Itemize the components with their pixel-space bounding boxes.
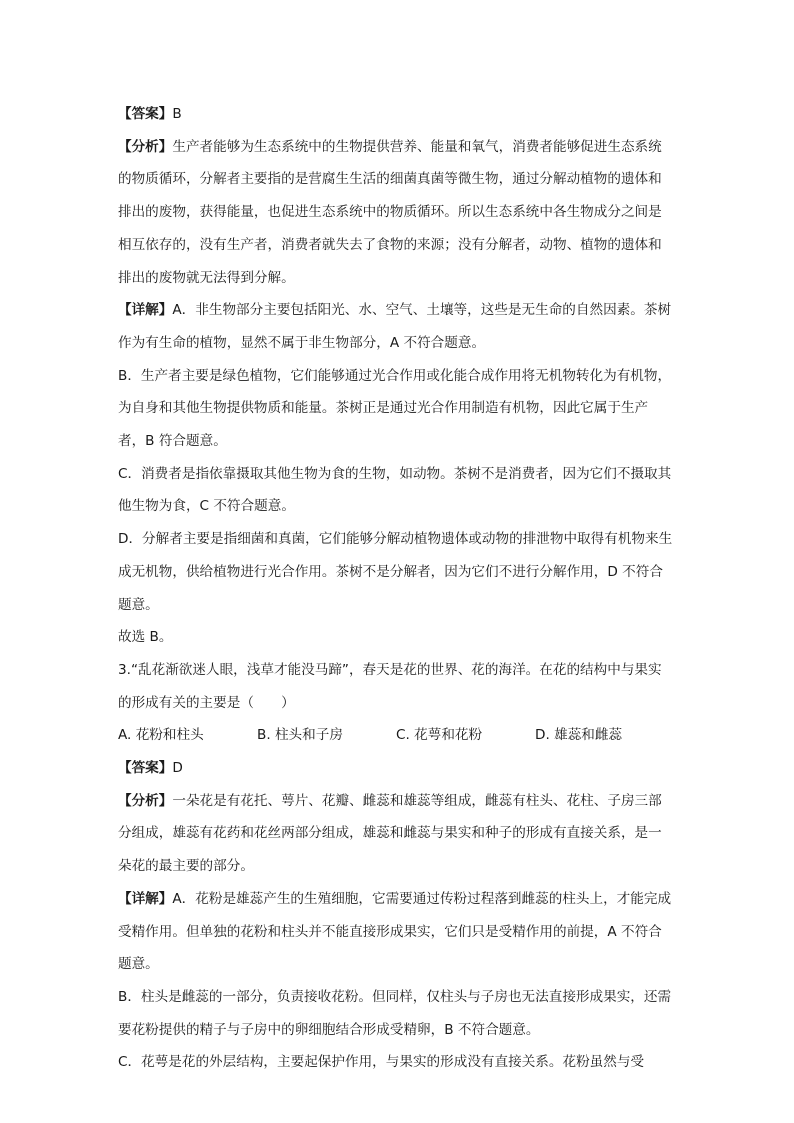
detail-label: 【详解】 — [118, 890, 173, 907]
option-d: D. 雄蕊和雌蕊 — [535, 727, 623, 744]
detail-option-d: D．分解者主要是指细菌和真菌，它们能够分解动植物遗体或动物的排泄物中取得有机物来生成无机物，供给植物进行光合作用。茶树不是分解者，因为它们不进行分解作用，D 不符合题意。 — [118, 531, 673, 613]
detail-option-b: B．生产者主要是绿色植物，它们能够通过光合作用或化能合成作用将无机物转化为有机物，为自身和其他生物提供物质和能量。茶树正是通过光合作用制造有机物，因此它属于生产者，B 符合题意。 — [118, 367, 672, 450]
analysis-paragraph-1 — [118, 131, 674, 295]
analysis-label: 【分析】 — [118, 138, 173, 155]
option-c: C. 花萼和花粉 — [396, 727, 483, 744]
detail-option-c: C．消费者是指依靠摄取其他生物为食的生物，如动物。茶树不是消费者，因为它们不摄取其他生物为食，C 不符合题意。 — [118, 465, 672, 515]
analysis-text: 生产者能够为生态系统中的生物提供营养、能量和氧气，消费者能够促进生态系统的物质循环，分解者主要指的是营腐生生活的细菌真菌等微生物，通过分解动植物的遗体和排出的废物，获得能量，也促进生态系统中的物质循环。所以生态系统中各生物成分之间是相互依存的，没有生产者，消费者就失去了食物的来源；没有分解者，动物、植物的遗体和排出的废物就无法得到分解。 — [118, 138, 662, 286]
detail-text-a: A．非生物部分主要包括阳光、水、空气、土壤等，这些是无生命的自然因素。茶树作为有生命的植物，显然不属于非生物部分，A 不符合题意。 — [118, 302, 672, 351]
analysis-label: 【分析】 — [118, 792, 173, 809]
answer-value: B — [172, 106, 182, 122]
detail-text-a: A．花粉是雄蕊产生的生殖细胞，它需要通过传粉过程落到雌蕊的柱头上，才能完成受精作用。但单独的花粉和柱头并不能直接形成果实，它们只是受精作用的前提，A 不符合题意。 — [118, 890, 672, 973]
answer-label: 【答案】 — [118, 106, 173, 122]
conclusion: 故选 B。 — [118, 629, 173, 646]
question-options — [118, 719, 674, 752]
option-b: B. 柱头和子房 — [257, 727, 343, 744]
answer-value: D — [172, 760, 183, 777]
option-a: A. 花粉和柱头 — [118, 727, 204, 744]
answer-label: 【答案】 — [118, 760, 173, 777]
detail-paragraph-2 — [118, 883, 674, 981]
detail-option-b: B．柱头是雌蕊的一部分，负责接收花粉。但同样，仅柱头与子房也无法直接形成果实，还需要花粉提供的精子与子房中的卵细胞结合形成受精卵，B 不符合题意。 — [118, 988, 672, 1038]
detail-option-c: C．花萼是花的外层结构，主要起保护作用，与果实的形成没有直接关系。花粉虽然与受 — [118, 1054, 645, 1071]
question-stem: 3.“乱花渐欲迷人眼，浅草才能没马蹄”，春天是花的世界、花的海洋。在花的结构中与果实的形成有关的主要是（ ） — [118, 661, 662, 711]
analysis-paragraph-2 — [118, 785, 674, 883]
answer-line-2 — [118, 752, 674, 785]
analysis-text: 一朵花是有花托、萼片、花瓣、雌蕊和雄蕊等组成，雌蕊有柱头、花柱、子房三部分组成，雄蕊有花药和花丝两部分组成，雄蕊和雌蕊与果实和种子的形成有直接关系，是一朵花的最主要的部分。 — [118, 792, 662, 875]
detail-label: 【详解】 — [118, 302, 173, 319]
detail-paragraph-1 — [118, 294, 674, 359]
answer-line-1 — [118, 98, 674, 131]
